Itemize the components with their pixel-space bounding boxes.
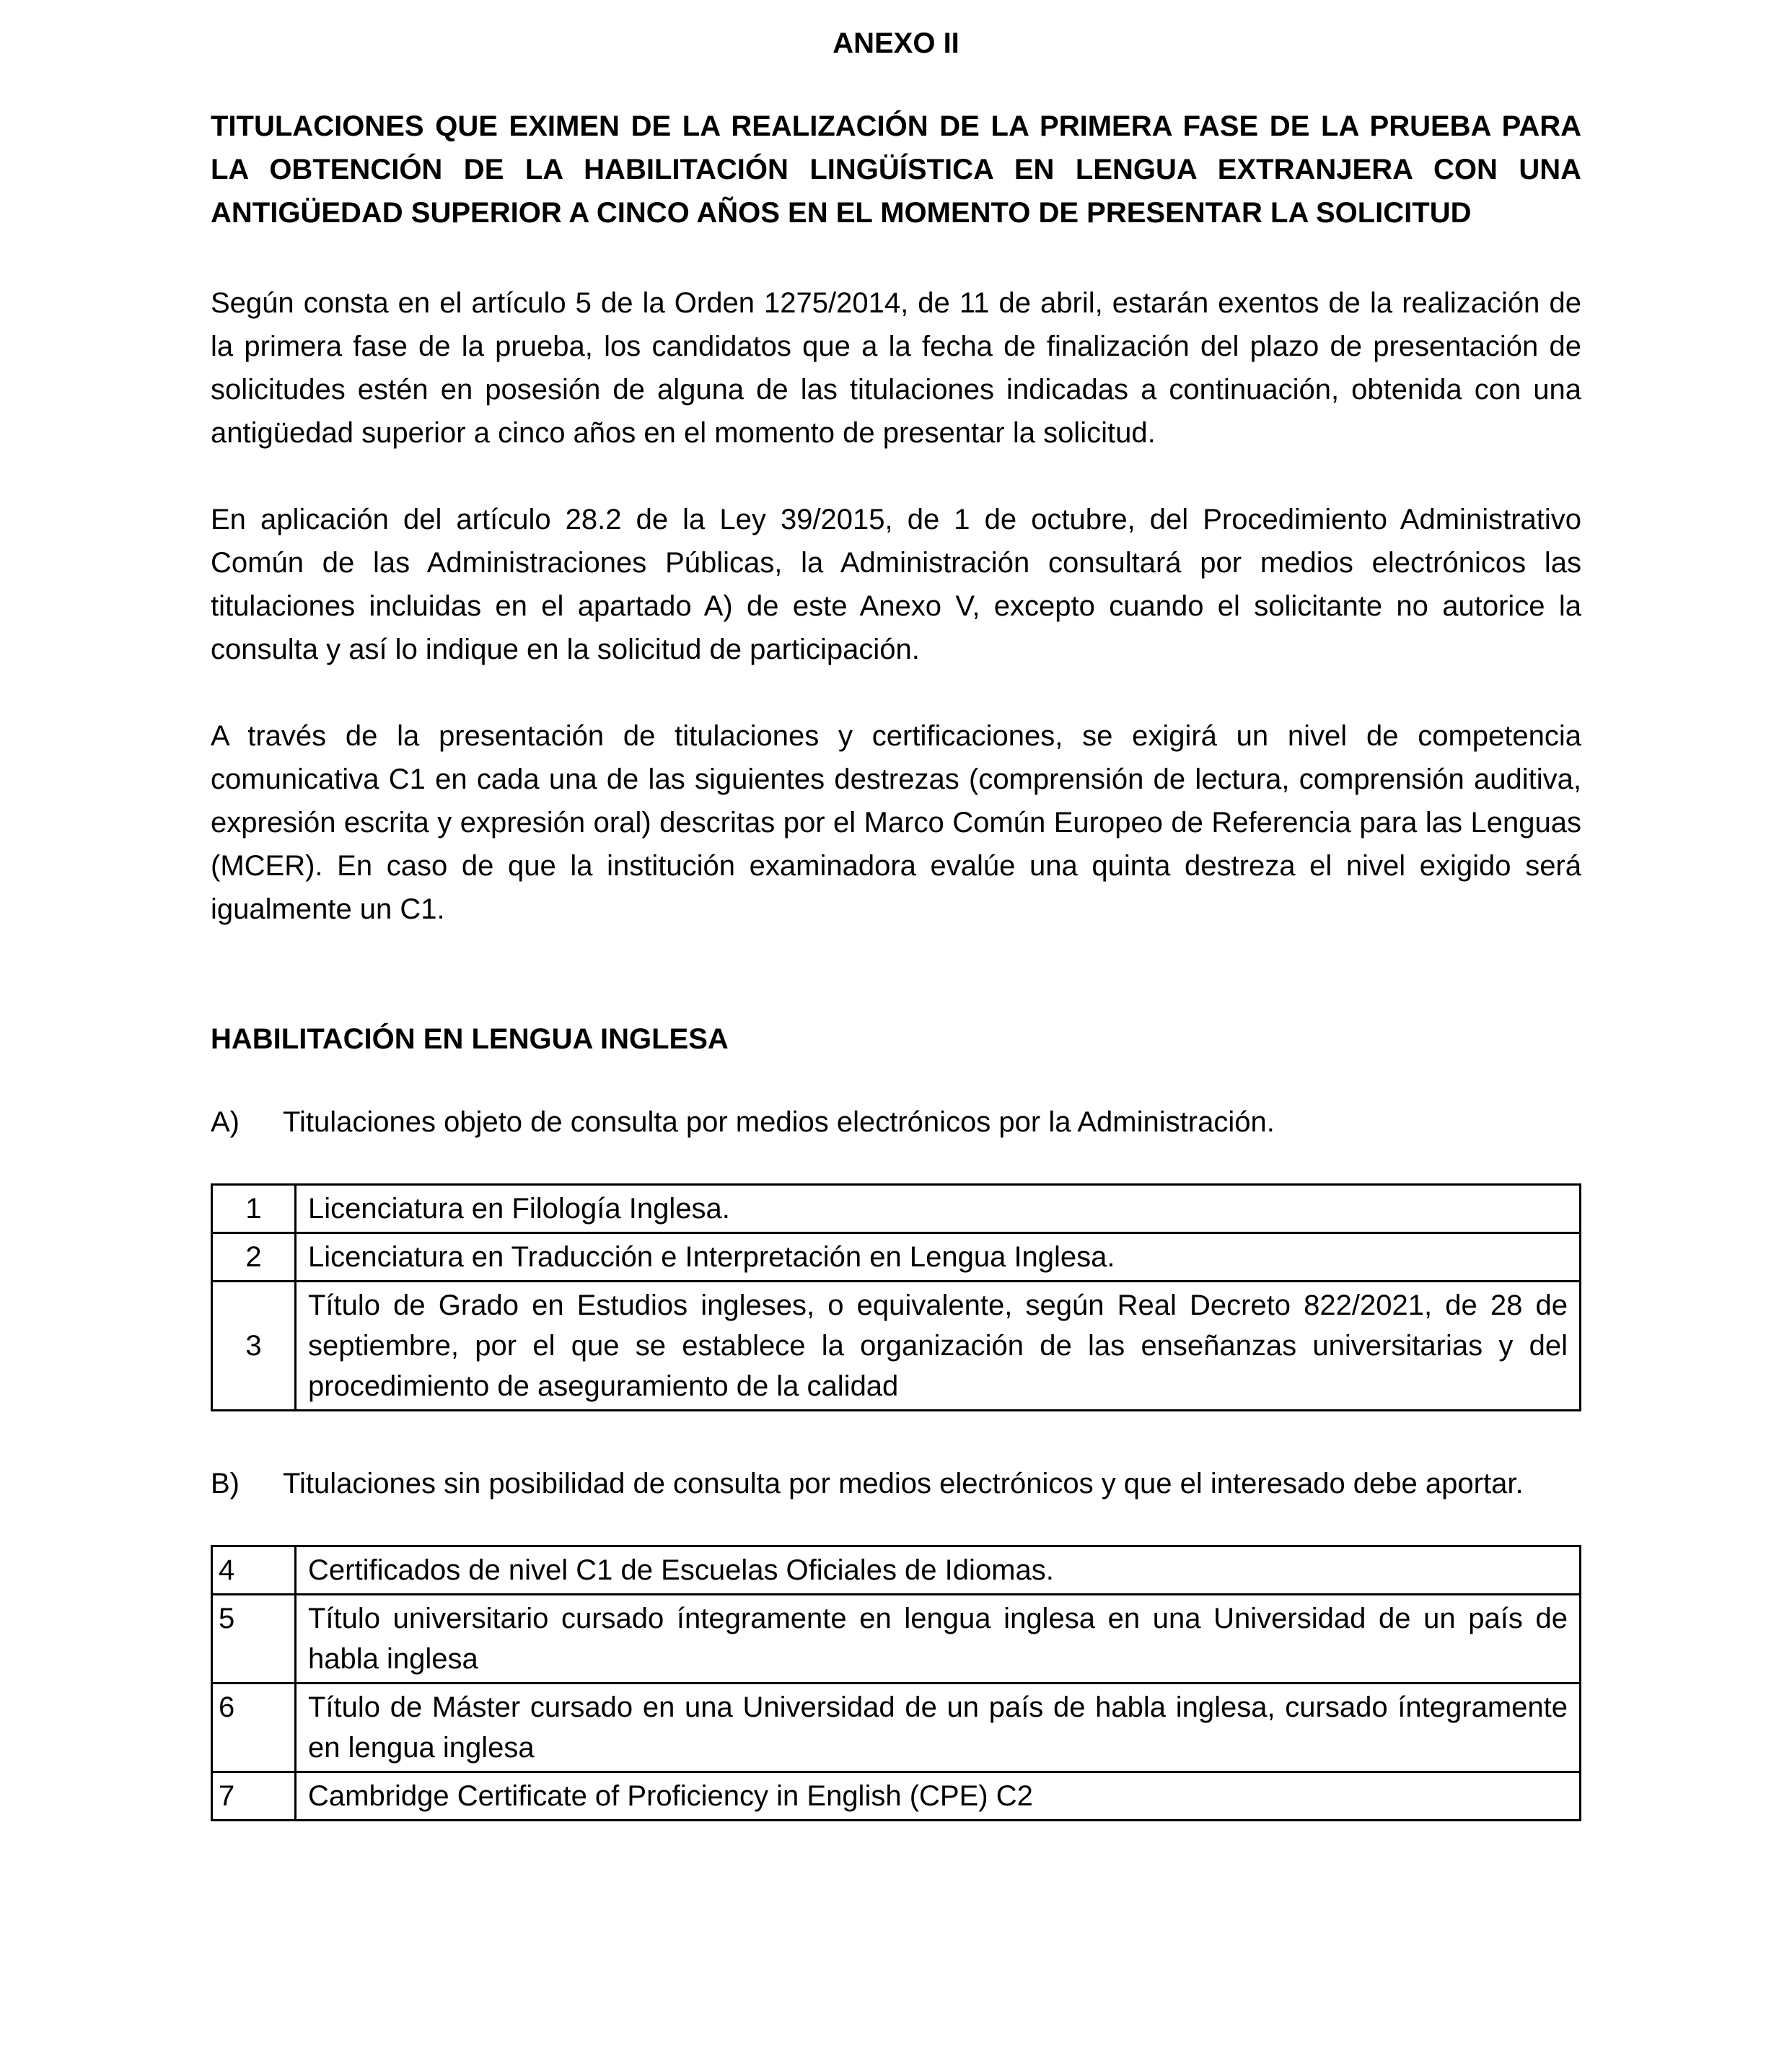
table-row	[212, 1595, 1581, 1683]
row-text-cell: Título de Máster cursado en una Universidad de un país de habla inglesa, cursado íntegramente en lengua inglesa	[296, 1683, 1581, 1772]
row-text-cell: Título de Grado en Estudios ingleses, o equivalente, según Real Decreto 822/2021, de 28 de septiembre, por el que se establece la organización de las enseñanzas universitarias y del procedimiento de aseguramiento de la calidad	[296, 1282, 1581, 1411]
list-item-a-text: Titulaciones objeto de consulta por medios electrónicos por la Administración.	[283, 1106, 1275, 1138]
paragraph-2: En aplicación del artículo 28.2 de la Ley 39/2015, de 1 de octubre, del Procedimiento Administrativo Común de las Administraciones Públicas, la Administración consultará por medios electrónicos las titulaciones incluidas en el apartado A) de este Anexo V, excepto cuando el solicitante no autorice la consulta y así lo indique en la solicitud de participación.	[211, 504, 1581, 665]
row-text-cell: Título universitario cursado íntegramente en lengua inglesa en una Universidad de un país de habla inglesa	[296, 1595, 1581, 1683]
table-row	[212, 1772, 1581, 1821]
table-non-consultable-titles	[211, 1545, 1581, 1821]
list-item-a	[211, 1100, 1581, 1144]
table-row	[212, 1546, 1581, 1595]
document-title: ANEXO II	[833, 27, 959, 59]
section-heading-english: HABILITACIÓN EN LENGUA INGLESA	[211, 1023, 729, 1055]
list-item-b	[211, 1462, 1581, 1505]
document-heading: TITULACIONES QUE EXIMEN DE LA REALIZACIÓN DE LA PRIMERA FASE DE LA PRUEBA PARA LA OBTENCIÓN DE LA HABILITACIÓN LINGÜÍSTICA EN LENGUA EXTRANJERA CON UNA ANTIGÜEDAD SUPERIOR A CINCO AÑOS EN EL MOMENTO DE PRESENTAR LA SOLICITUD	[211, 110, 1581, 229]
table-row	[212, 1185, 1581, 1233]
row-number-cell: 4	[212, 1546, 296, 1595]
list-item-b-label: B)	[211, 1468, 240, 1499]
table-row	[212, 1233, 1581, 1282]
list-item-a-label: A)	[211, 1106, 240, 1138]
paragraph-1: Según consta en el artículo 5 de la Orden 1275/2014, de 11 de abril, estarán exentos de la realización de la primera fase de la prueba, los candidatos que a la fecha de finalización del plazo de presentación de solicitudes estén en posesión de alguna de las titulaciones indicadas a continuación, obtenida con una antigüedad superior a cinco años en el momento de presentar la solicitud.	[211, 287, 1581, 449]
row-number-cell: 7	[212, 1772, 296, 1821]
list-item-b-text: Titulaciones sin posibilidad de consulta por medios electrónicos y que el interesado debe aportar.	[283, 1468, 1524, 1499]
table-consultable-titles	[211, 1183, 1581, 1411]
row-number-cell: 5	[212, 1595, 296, 1683]
paragraph-3: A través de la presentación de titulaciones y certificaciones, se exigirá un nivel de competencia comunicativa C1 en cada una de las siguientes destrezas (comprensión de lectura, comprensión auditiva, expresión escrita y expresión oral) descritas por el Marco Común Europeo de Referencia para las Lenguas (MCER). En caso de que la institución examinadora evalúe una quinta destreza el nivel exigido será igualmente un C1.	[211, 720, 1581, 925]
row-text-cell: Licenciatura en Traducción e Interpretación en Lengua Inglesa.	[296, 1233, 1581, 1282]
row-text-cell: Licenciatura en Filología Inglesa.	[296, 1185, 1581, 1233]
row-number-cell: 6	[212, 1683, 296, 1772]
row-number-cell: 3	[212, 1282, 296, 1411]
row-text-cell: Cambridge Certificate of Proficiency in English (CPE) C2	[296, 1772, 1581, 1821]
table-row	[212, 1282, 1581, 1411]
row-text-cell: Certificados de nivel C1 de Escuelas Oficiales de Idiomas.	[296, 1546, 1581, 1595]
row-number-cell: 2	[212, 1233, 296, 1282]
table-row	[212, 1683, 1581, 1772]
row-number-cell: 1	[212, 1185, 296, 1233]
